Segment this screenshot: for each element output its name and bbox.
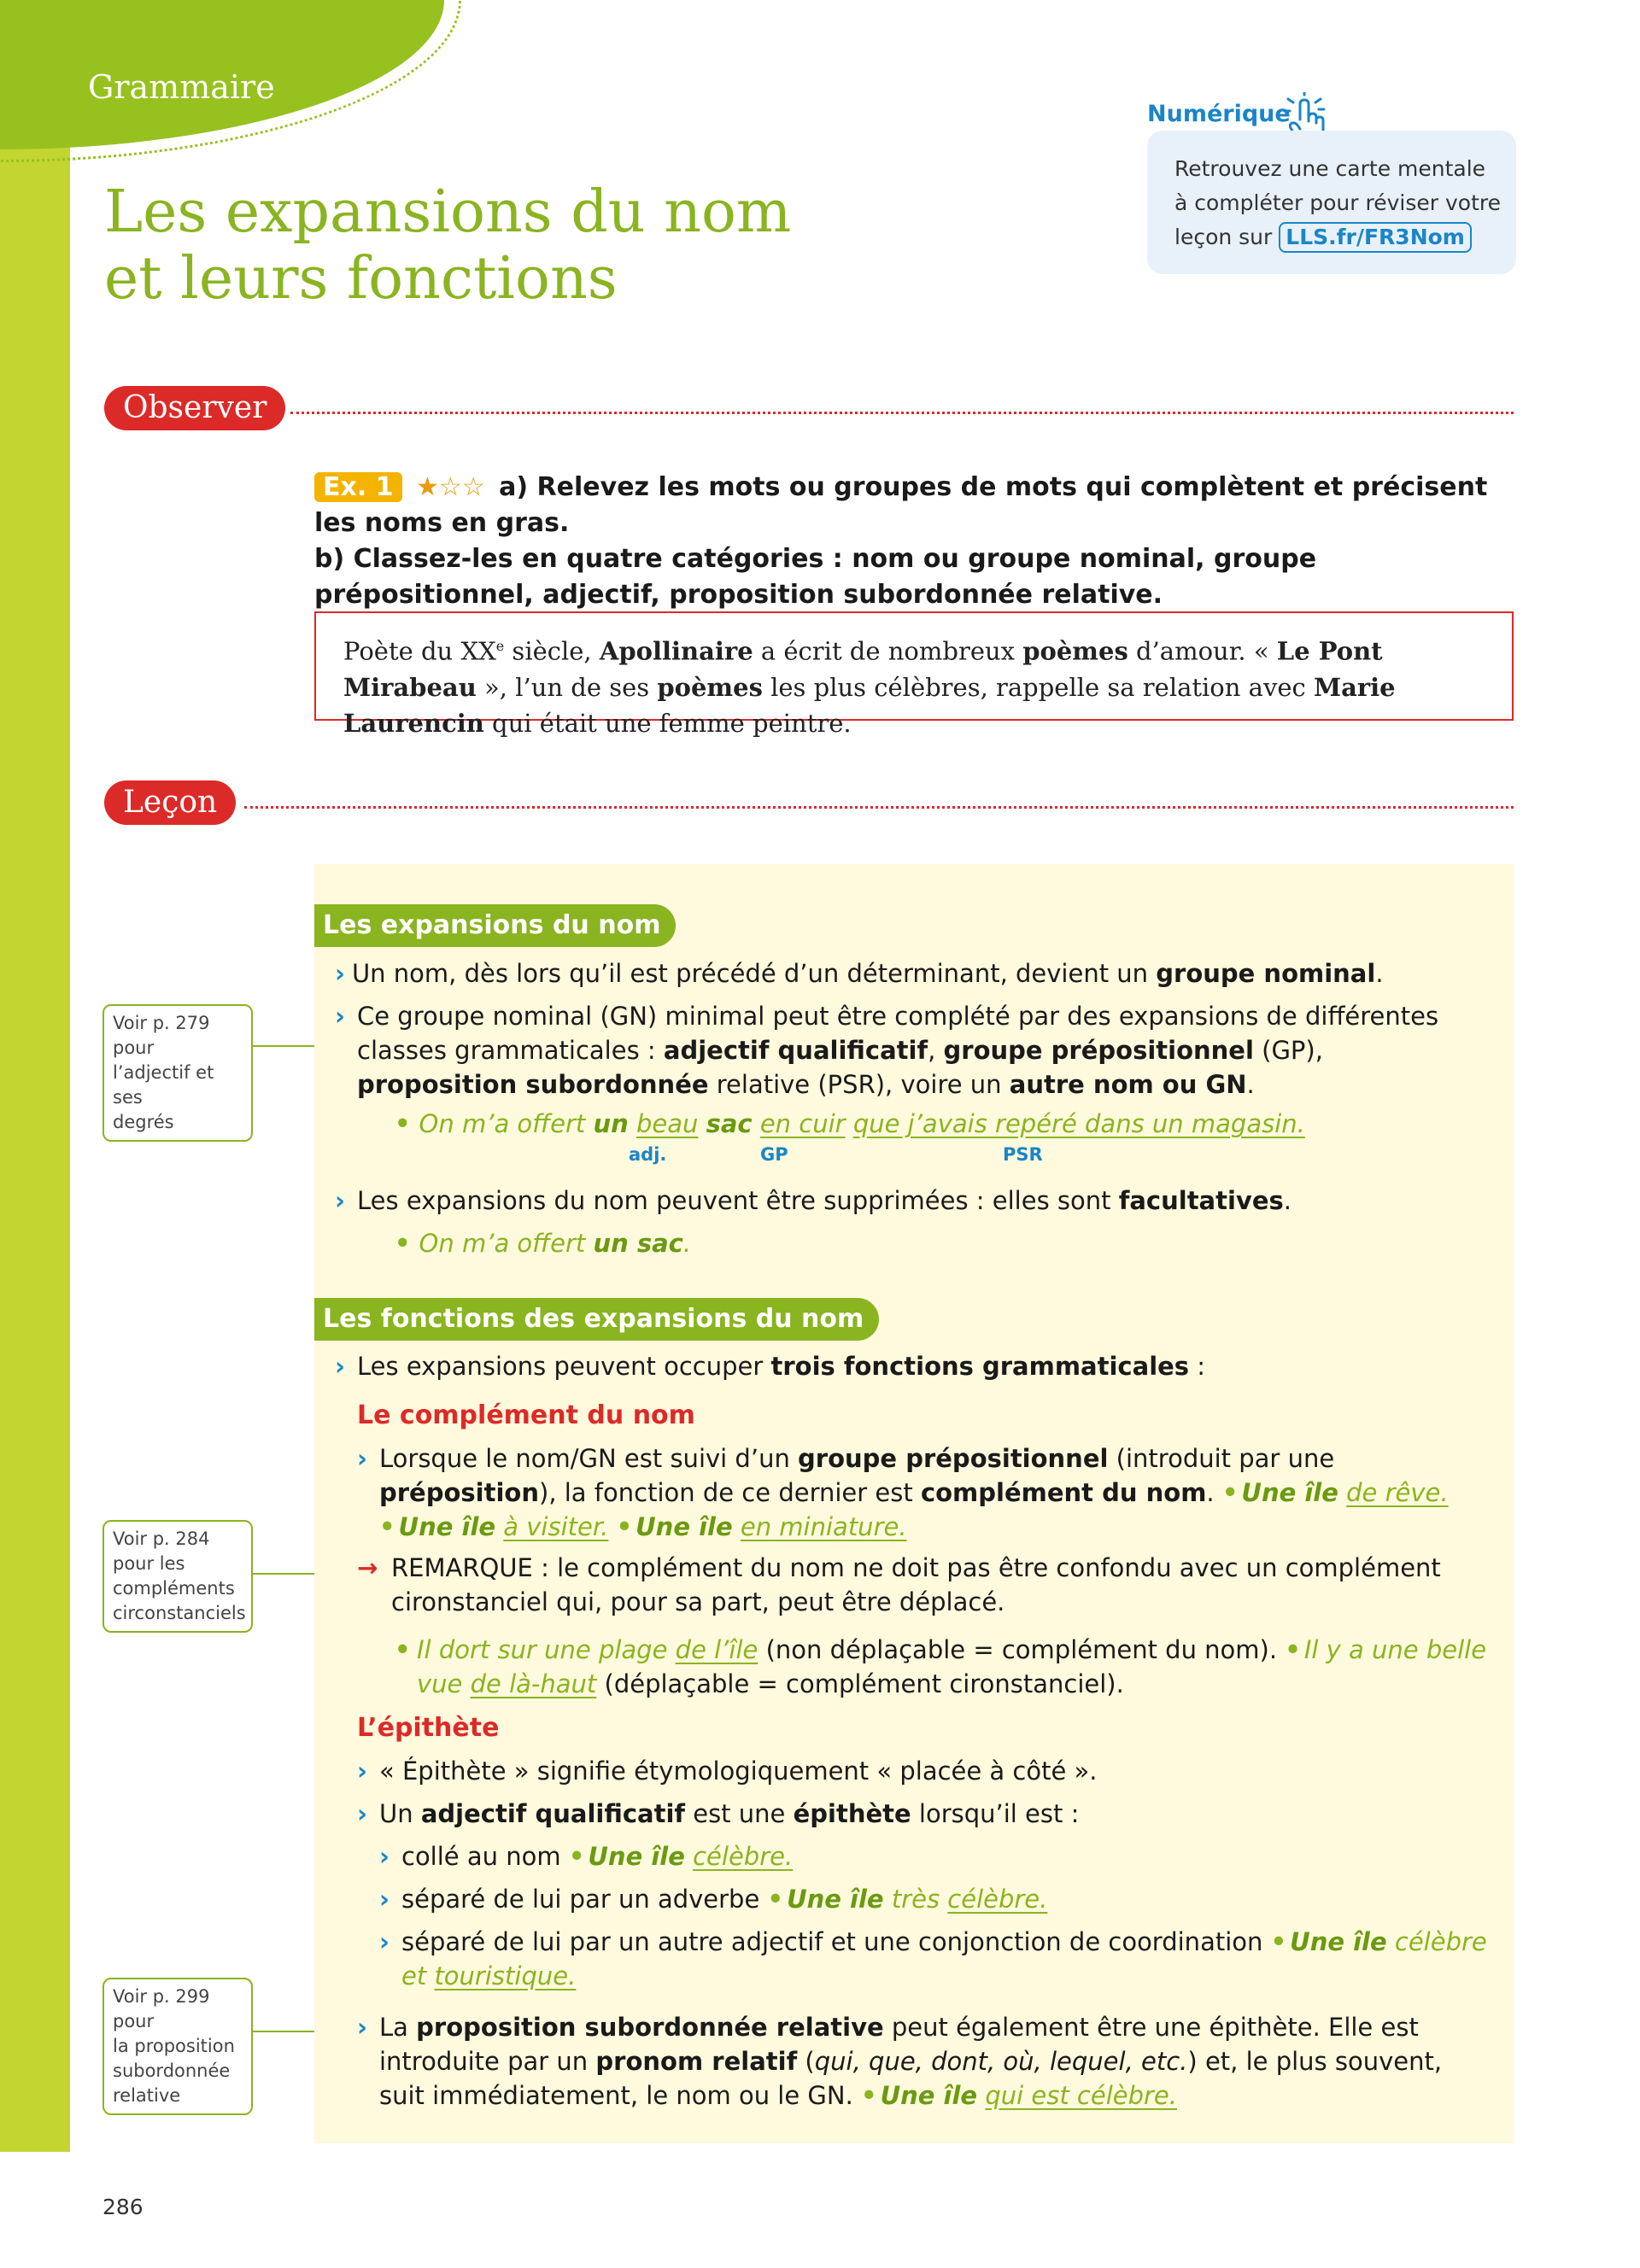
numerique-text: Retrouvez une carte mentale à compléter pour réviser votre leçon sur LLS.fr/FR3Nom — [1174, 152, 1501, 254]
observer-label: Observer — [104, 386, 285, 430]
example-line: • On m’a offert un sac. — [395, 1229, 692, 1258]
difficulty-stars: ★☆☆ — [416, 472, 485, 502]
sidenote-connector — [253, 2031, 314, 2032]
lesson-item: › Un adjectif qualificatif est une épithète lorsqu’il est : — [357, 1799, 1080, 1828]
lesson-item: › La proposition subordonnée relative peut également être une épithète. Elle est introduite par un pronom relatif (qui, que, dont, où, lequel, etc.) et, le plus souvent, suit immédiatement, le nom ou le GN. • Une île qui est célèbre. — [357, 2013, 1443, 2110]
lesson-subitem: › collé au nom • Une île célèbre. — [379, 1842, 794, 1871]
sidenote-complements: Voir p. 284 pour les compléments circonstanciels — [102, 1520, 253, 1633]
section-fonctions-title: Les fonctions des expansions du nom — [314, 1298, 879, 1341]
left-margin-bar — [0, 0, 70, 2152]
lecon-divider — [244, 806, 1514, 809]
lesson-item: › Lorsque le nom/GN est suivi d’un groupe prépositionnel (introduit par une préposition), la fonction de ce dernier est complément du nom. • Une île de rêve. • Une île à visiter. • Une île en miniature. — [357, 1444, 1449, 1541]
subheading-complement-du-nom: Le complément du nom — [357, 1400, 695, 1430]
sidenote-connector — [253, 1045, 314, 1047]
exercise-tag: Ex. 1 — [314, 472, 402, 502]
lesson-item: › Les expansions peuvent occuper trois fonctions grammaticales : — [335, 1352, 1206, 1381]
lecon-label: Leçon — [104, 780, 236, 825]
remark-arrow-icon: → — [357, 1553, 378, 1582]
label-psr: PSR — [1003, 1144, 1043, 1165]
example-line: • On m’a offert un beau sac en cuir que j’avais repéré dans un magasin. — [395, 1109, 1305, 1138]
page-number: 286 — [102, 2195, 144, 2219]
label-gp: GP — [760, 1144, 788, 1165]
page-title: Les expansions du nom et leurs fonctions — [104, 178, 792, 313]
section-label: Grammaire — [88, 68, 275, 106]
label-adj: adj. — [629, 1144, 667, 1165]
lesson-item: › Les expansions du nom peuvent être supprimées : elles sont facultatives. — [335, 1186, 1292, 1215]
lesson-subitem: › séparé de lui par un autre adjectif et une conjonction de coordination • Une île célèbre et touristique. — [379, 1927, 1487, 1990]
remark: → REMARQUE : le complément du nom ne doit pas être confondu avec un complément cironstanciel qui, pour sa part, peut être déplacé. — [391, 1551, 1490, 1619]
subheading-epithete: L’épithète — [357, 1713, 500, 1743]
lesson-item: › « Épithète » signifie étymologiquement « placée à côté ». — [357, 1757, 1098, 1786]
numerique-link[interactable]: LLS.fr/FR3Nom — [1279, 222, 1472, 253]
sidenote-proposition: Voir p. 299 pour la proposition subordonnée relative — [102, 1978, 253, 2115]
lesson-item: › Ce groupe nominal (GN) minimal peut être complété par des expansions de différentes classes grammaticales : adjectif qualificatif, groupe prépositionnel (GP), proposition subordonnée relative (PSR), voire un autre nom ou GN. — [335, 1002, 1439, 1099]
sidenote-connector — [253, 1573, 314, 1575]
sidenote-adjectif: Voir p. 279 pour l’adjectif et ses degrés — [102, 1004, 253, 1142]
observer-divider — [290, 412, 1514, 414]
section-expansions-title: Les expansions du nom — [314, 904, 676, 947]
numerique-label: Numérique — [1147, 101, 1291, 127]
exercise-question: Ex. 1 ★☆☆ a) Relevez les mots ou groupes de mots qui complètent et précisent les noms en gras. b) Classez-les en quatre catégories : nom ou groupe nominal, groupe prépositionnel, adjectif, proposition subordonnée relative. — [314, 472, 1488, 610]
lesson-subitem: › séparé de lui par un adverbe • Une île très célèbre. — [379, 1885, 1048, 1914]
observer-text: Poète du XXe siècle, Apollinaire a écrit de nombreux poèmes d’amour. « Le Pont Mirabeau », l’un de ses poèmes les plus célèbres, rappelle sa relation avec Marie Laurencin qui était une femme peintre. — [343, 636, 1396, 738]
example-line: • Il dort sur une plage de l’île (non déplaçable = complément du nom). • Il y a une belle vue de là-haut (déplaçable = complément cironstanciel). — [395, 1635, 1487, 1698]
lesson-item: › Un nom, dès lors qu’il est précédé d’un déterminant, devient un groupe nominal. — [335, 959, 1384, 988]
